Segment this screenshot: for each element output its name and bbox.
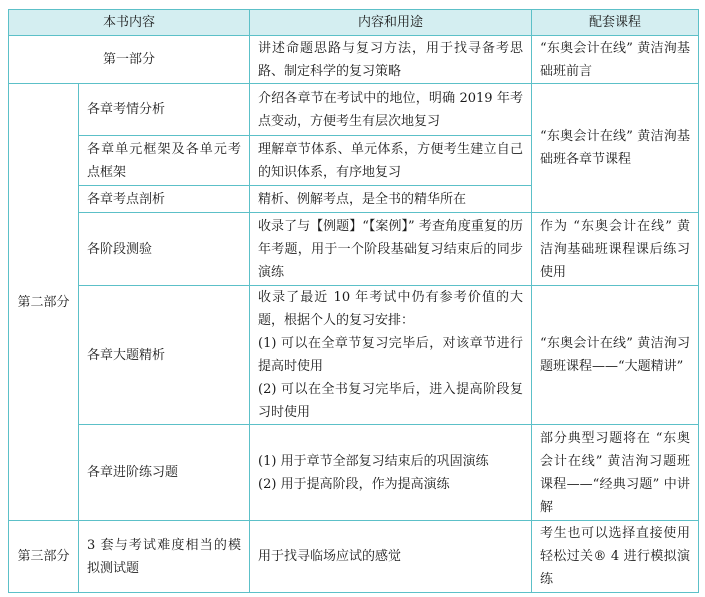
- table-header-row: [9, 10, 699, 36]
- table-row: [9, 213, 699, 286]
- part2-item-course: 部分典型习题将在 “东奥会计在线” 黄洁洵习题班课程——“经典习题” 中讲解: [532, 425, 699, 521]
- header-book-content: 本书内容: [9, 10, 250, 36]
- part2-item-name: 各阶段测验: [79, 213, 250, 286]
- part2-item-content: 收录了最近 10 年考试中仍有参考价值的大题，根据个人的复习安排： (1) 可以在全章节复习完毕后，对该章节进行提高时使用 (2) 可以在全书复习完毕后，进入提高阶段复习时使用: [250, 286, 532, 425]
- part3-name: 3 套与考试难度相当的模拟测试题: [79, 521, 250, 593]
- table-row: [9, 36, 699, 84]
- part1-course: “东奥会计在线” 黄洁洵基础班前言: [532, 36, 699, 84]
- part2-item-content: (1) 用于章节全部复习结束后的巩固演练 (2) 用于提高阶段，作为提高演练: [250, 425, 532, 521]
- header-matching-course: 配套课程: [532, 10, 699, 36]
- part2-item-name: 各章考情分析: [79, 84, 250, 136]
- table-row: [9, 84, 699, 136]
- part3-content: 用于找寻临场应试的感觉: [250, 521, 532, 593]
- part2-item-name: 各章大题精析: [79, 286, 250, 425]
- part3-course: 考生也可以选择直接使用轻松过关® 4 进行模拟演练: [532, 521, 699, 593]
- part3-label: 第三部分: [9, 521, 79, 593]
- part2-item-content: 理解章节体系、单元体系，方便考生建立自己的知识体系，有序地复习: [250, 136, 532, 186]
- part2-item-course: “东奥会计在线” 黄洁洵习题班课程——“大题精讲”: [532, 286, 699, 425]
- table-row: [9, 425, 699, 521]
- part2-item-course: 作为 “东奥会计在线” 黄洁洵基础班课程课后练习使用: [532, 213, 699, 286]
- header-content-usage: 内容和用途: [250, 10, 532, 36]
- part1-content: 讲述命题思路与复习方法，用于找寻备考思路、制定科学的复习策略: [250, 36, 532, 84]
- part1-label: 第一部分: [9, 36, 250, 84]
- part2-item-name: 各章单元框架及各单元考点框架: [79, 136, 250, 186]
- part2-shared-course: “东奥会计在线” 黄洁洵基础班各章节课程: [532, 84, 699, 213]
- part2-item-name: 各章进阶练习题: [79, 425, 250, 521]
- table-row: [9, 286, 699, 425]
- part2-label: 第二部分: [9, 84, 79, 521]
- content-table: [8, 9, 699, 593]
- part2-item-content: 介绍各章节在考试中的地位，明确 2019 年考点变动，方便考生有层次地复习: [250, 84, 532, 136]
- part2-item-name: 各章考点剖析: [79, 186, 250, 213]
- part2-item-content: 精析、例解考点，是全书的精华所在: [250, 186, 532, 213]
- table-row: [9, 521, 699, 593]
- part2-item-content: 收录了与【例题】“【案例】” 考查角度重复的历年考题，用于一个阶段基础复习结束后的同步演练: [250, 213, 532, 286]
